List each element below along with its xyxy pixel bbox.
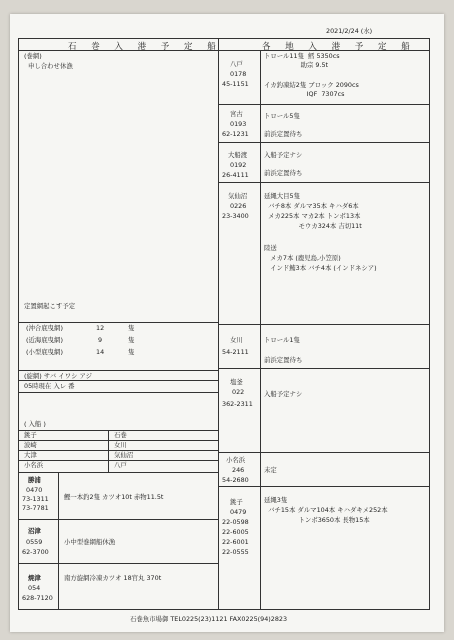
nyusen-cell: 大津: [24, 451, 37, 459]
right-line: トロール1隻: [264, 336, 300, 344]
teichi-title: 定置網起こす予定: [24, 302, 76, 310]
teichi-name: (近海底曳網): [26, 336, 63, 344]
nyusen-cell: 小名浜: [24, 461, 44, 469]
right-rule: [218, 142, 430, 143]
nyusen-divider: [108, 430, 109, 472]
left-title: 石 巻 入 港 予 定 船: [68, 42, 222, 52]
right-line: メカ7本 (鹿児島,小笠原): [264, 254, 341, 262]
teichi-name: (沖合底曳網): [26, 324, 63, 332]
right-line: トンボ3650本 長物15本: [264, 516, 370, 524]
right-line: 前浜定置待ち: [264, 130, 303, 138]
vessel-port: 沼津: [28, 527, 41, 535]
right-line: メカ225本 マカ2本 トンボ13本: [264, 212, 361, 220]
right-rule: [218, 368, 430, 369]
right-line: 前浜定置待ち: [264, 356, 303, 364]
right-tel: 0479: [230, 508, 247, 516]
vessel-info: 南方旋網冷凍カツオ 18官丸 370t: [64, 574, 162, 582]
right-line: IQF 7307cs: [264, 90, 345, 98]
right-line: 延縄大目5隻: [264, 192, 301, 200]
sashiami-header: (巻網): [24, 52, 42, 60]
nyusen-cell: 波崎: [24, 441, 37, 449]
right-tel: 22-0598: [222, 518, 249, 526]
teichi-name: (小型底曳網): [26, 348, 63, 356]
vessel-tel: 62-3700: [22, 548, 49, 556]
right-tel: 0193: [230, 120, 247, 128]
right-line: 延縄3隻: [264, 496, 288, 504]
senkai-rule-3: [18, 392, 218, 393]
senkai-rule-2: [18, 380, 218, 381]
right-rule: [218, 486, 430, 487]
right-line: モウカ324本 吉切11t: [264, 222, 362, 230]
right-tel: 26-4111: [222, 171, 249, 179]
right-tel: 54-2680: [222, 476, 249, 484]
right-line: バチ15本 ダルマ104本 キハダキメ252本: [264, 506, 388, 514]
right-tel: 54-2111: [222, 348, 249, 356]
vessel-tel: 0470: [26, 486, 43, 494]
teichi-count: 12: [96, 324, 105, 332]
right-port-divider: [260, 50, 261, 610]
right-port: 銚子: [230, 498, 243, 506]
right-tel: 45-1151: [222, 80, 249, 88]
right-line: バチ8本 ダルマ35本 キハダ6本: [264, 202, 359, 210]
document-sheet: [10, 14, 444, 632]
right-rule: [218, 104, 430, 105]
vessel-port: 勝浦: [28, 476, 41, 484]
right-tel: 22-6001: [222, 538, 249, 546]
right-rule: [218, 452, 430, 453]
right-tel: 022: [232, 388, 245, 396]
right-rule: [218, 182, 430, 183]
teichi-unit: 隻: [128, 348, 135, 356]
right-tel: 62-1231: [222, 130, 249, 138]
right-line: 入船予定ナシ: [264, 390, 303, 398]
right-tel: 23-3400: [222, 212, 249, 220]
vessel-tel: 73-7781: [22, 504, 49, 512]
vessel-rule: [18, 563, 218, 564]
right-line: イカ釣凍結2隻 ブロック 2090cs: [264, 81, 359, 89]
vessel-divider: [58, 472, 59, 610]
right-tel: 0178: [230, 70, 247, 78]
teichi-unit: 隻: [128, 324, 135, 332]
right-line: トロール5隻: [264, 112, 300, 120]
vessel-tel: 628-7120: [22, 594, 53, 602]
vessel-tel: 73-1311: [22, 495, 49, 503]
right-line: 助宗 9.5t: [264, 61, 329, 69]
teichi-unit: 隻: [128, 336, 135, 344]
date-label: 2021/2/24 (水): [326, 27, 373, 35]
right-line: 未定: [264, 466, 277, 474]
vessel-tel: 054: [28, 584, 41, 592]
teichi-rule: [18, 322, 218, 323]
nyusen-cell: 女川: [114, 441, 127, 449]
teichi-count: 9: [98, 336, 103, 344]
right-port: 宮古: [230, 110, 243, 118]
right-port: 八戸: [230, 60, 243, 68]
vessel-port: 焼津: [28, 574, 41, 582]
right-tel: 0192: [230, 161, 247, 169]
nyusen-cell: 気仙沼: [114, 451, 134, 459]
right-tel: 22-6005: [222, 528, 249, 536]
right-tel: 362-2311: [222, 400, 253, 408]
nyusen-cell: 石巻: [114, 431, 127, 439]
footer: 石巻魚市場御 TEL0225(23)1121 FAX0225(94)2823: [130, 615, 288, 623]
right-line: 前浜定置待ち: [264, 169, 303, 177]
right-line: 陸送: [264, 244, 277, 252]
nyusen-cell: 八戸: [114, 461, 127, 469]
right-title: 各 地 入 港 予 定 船: [262, 42, 416, 52]
right-rule: [218, 324, 430, 325]
vessel-info: 小中型巻網船休漁: [64, 538, 116, 546]
right-tel: 246: [232, 466, 245, 474]
right-port: 気仙沼: [228, 192, 248, 200]
sashiami-note: 申し合わせ休漁: [28, 62, 73, 70]
nyusen-bottom-rule: [18, 472, 218, 473]
senkai-rule: [18, 370, 218, 371]
right-port: 大船渡: [228, 151, 248, 159]
right-tel: 0226: [230, 202, 247, 210]
senkai-header: (旋網) サバ イワシ アジ: [24, 372, 92, 380]
right-line: トロール11隻 鱈 5350cs: [264, 52, 340, 60]
right-port: 小名浜: [226, 456, 246, 464]
vessel-rule: [18, 519, 218, 520]
right-tel: 22-0555: [222, 548, 249, 556]
nyusen-header: ( 入船 ): [24, 420, 46, 428]
right-port: 女川: [230, 336, 243, 344]
vessel-tel: 0559: [26, 538, 43, 546]
senkai-line: 05時現在 入レ 番: [24, 382, 75, 390]
teichi-count: 14: [96, 348, 105, 356]
nyusen-cell: 銚子: [24, 431, 37, 439]
vessel-info: 鰹一本釣2隻 カツオ10t 赤物11.5t: [64, 493, 164, 501]
right-line: 入船予定ナシ: [264, 151, 303, 159]
right-port: 塩釜: [230, 378, 243, 386]
right-line: インド鮪3本 バチ4本 (インドネシア): [264, 264, 377, 272]
